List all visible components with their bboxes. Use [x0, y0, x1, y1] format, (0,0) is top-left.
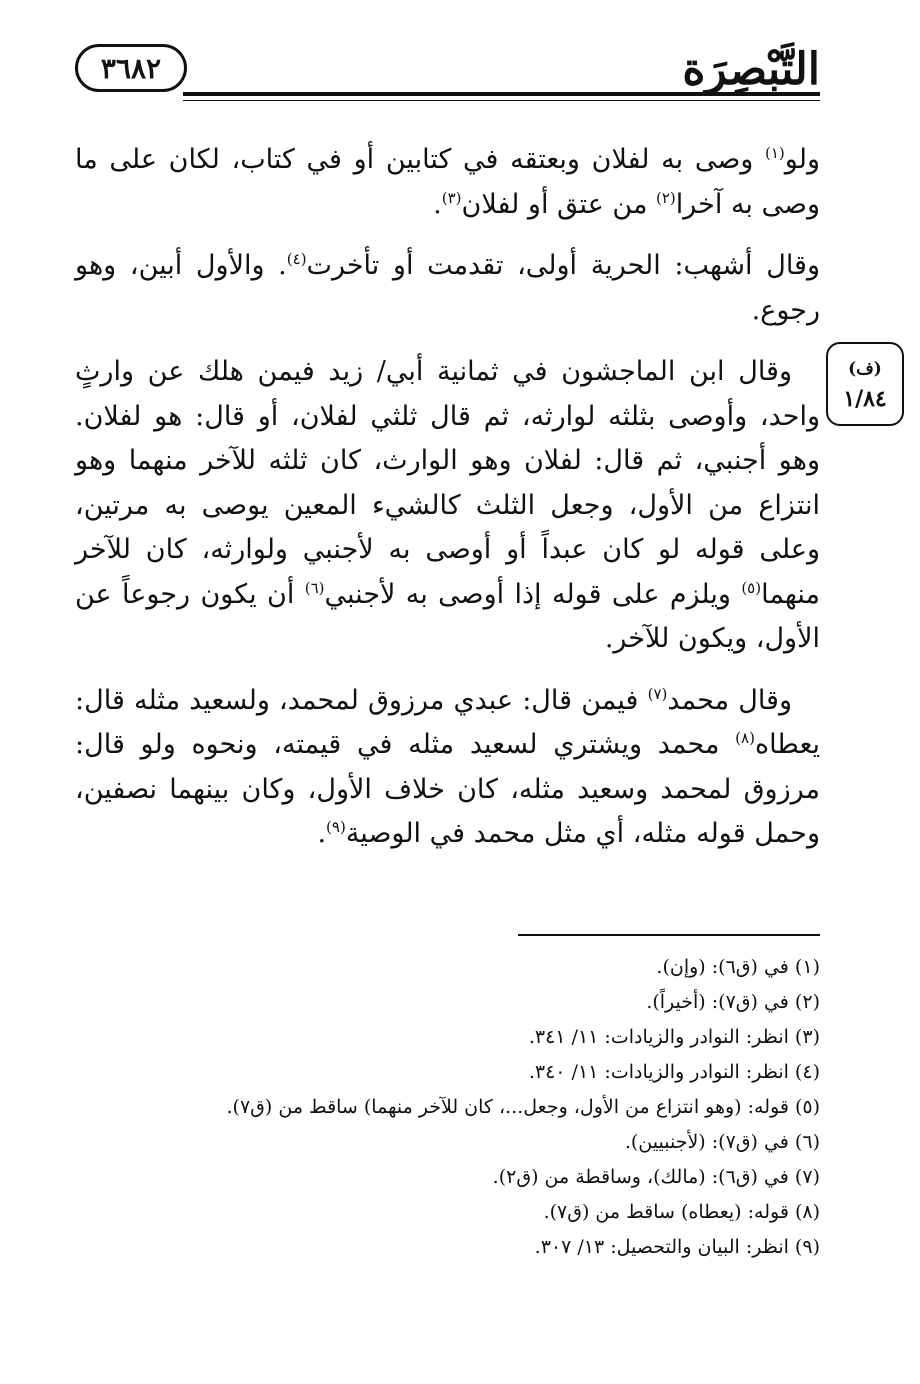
footnote-8: (٨) قوله: (يعطاه) ساقط من (ق٧). — [543, 1201, 820, 1223]
margin-note-label: (ف) — [848, 359, 882, 379]
text-run: فيمن قال: عبدي مرزوق لمحمد، ولسعيد مثله قال: يعطاه — [75, 684, 820, 760]
header-rule — [183, 92, 820, 96]
footnote-6: (٦) في (ق٧): (لأجنبيين). — [624, 1131, 820, 1153]
text-run: وقال ابن الماجشون في ثمانية أبي/ زيد فيمن هلك عن وارثٍ واحد، وأوصى بثلثه لوارثه، ثم قال ثلثي لفلان، أو قال: هو لفلان. وهو أجنبي، ثم قال: لفلان وهو الوارث، كان ثلثه للآخر منهما وهو انتزاع من الأول، وجعل الثلث كالشيء المعين يوصى به مرتين، وعلى قوله لو كان عبداً أو أوصى به لأجنبي ولوارثه، كان للآخر منهما — [75, 356, 820, 610]
footnote-ref: (٢) — [656, 188, 676, 207]
text-run: وقال أشهب: الحرية أولى، تقدمت أو تأخرت — [306, 250, 820, 281]
text-run: . — [317, 818, 327, 849]
footnote-7: (٧) في (ق٦): (مالك)، وساقطة من (ق٢). — [492, 1166, 820, 1188]
header-rule-thin — [183, 100, 820, 101]
paragraph-3 — [75, 350, 820, 662]
text-run: وقال محمد — [667, 684, 792, 716]
footnote-ref: (٤) — [286, 250, 307, 268]
footnote-ref: (٩) — [326, 818, 346, 836]
page-header — [75, 40, 820, 110]
text-run: وصى به لفلان وبعتقه في كتابين أو في كتاب، لكان على ما وصى به آخرا — [75, 144, 820, 220]
text-run: . — [433, 188, 442, 220]
footnote-ref: (٨) — [735, 729, 755, 747]
footnote-ref: (٣) — [441, 188, 462, 207]
footnote-1: (١) في (ق٦): (وإن). — [656, 956, 820, 978]
text-run: . والأول أبين، وهو رجوع. — [75, 250, 820, 326]
footnote-ref: (٦) — [304, 578, 325, 597]
footnote-5: (٥) قوله: (وهو انتزاع من الأول، وجعل...، كان للآخر منهما) ساقط من (ق٧). — [226, 1096, 820, 1118]
text-run: أن يكون رجوعاً عن الأول، ويكون للآخر. — [75, 578, 820, 654]
text-run: من عتق أو لفلان — [461, 188, 656, 220]
footnote-ref: (٥) — [741, 578, 762, 597]
book-title: التَّبْصِرَة — [682, 44, 820, 95]
footnote-4: (٤) انظر: النوادر والزيادات: ١١/ ٣٤٠. — [528, 1061, 820, 1083]
footnote-3: (٣) انظر: النوادر والزيادات: ١١/ ٣٤١. — [528, 1026, 820, 1048]
page-number: ٣٦٨٢ — [75, 44, 187, 92]
main-text — [75, 138, 820, 874]
margin-manuscript-note — [826, 342, 904, 426]
footnote-ref: (٧) — [647, 684, 668, 703]
margin-note-folio: ١/٨٤ — [843, 386, 887, 412]
footnotes — [75, 950, 820, 1265]
footnote-ref: (١) — [765, 144, 785, 162]
footnote-separator — [518, 934, 820, 936]
text-run: محمد ويشتري لسعيد مثله في قيمته، ونحوه ولو قال: مرزوق لمحمد وسعيد مثله، كان خلاف الأول، وكان بينهما نصفين، وحمل قوله مثله، أي مثل محمد في الوصية — [75, 729, 820, 849]
text-run: ويلزم على قوله إذا أوصى به لأجنبي — [324, 578, 742, 610]
paragraph-1 — [75, 138, 820, 227]
text-run: ولو — [784, 144, 820, 175]
paragraph-2 — [75, 244, 820, 333]
footnote-2: (٢) في (ق٧): (أخيراً). — [646, 991, 820, 1013]
paragraph-4 — [75, 679, 820, 857]
footnote-9: (٩) انظر: البيان والتحصيل: ١٣/ ٣٠٧. — [534, 1236, 820, 1258]
